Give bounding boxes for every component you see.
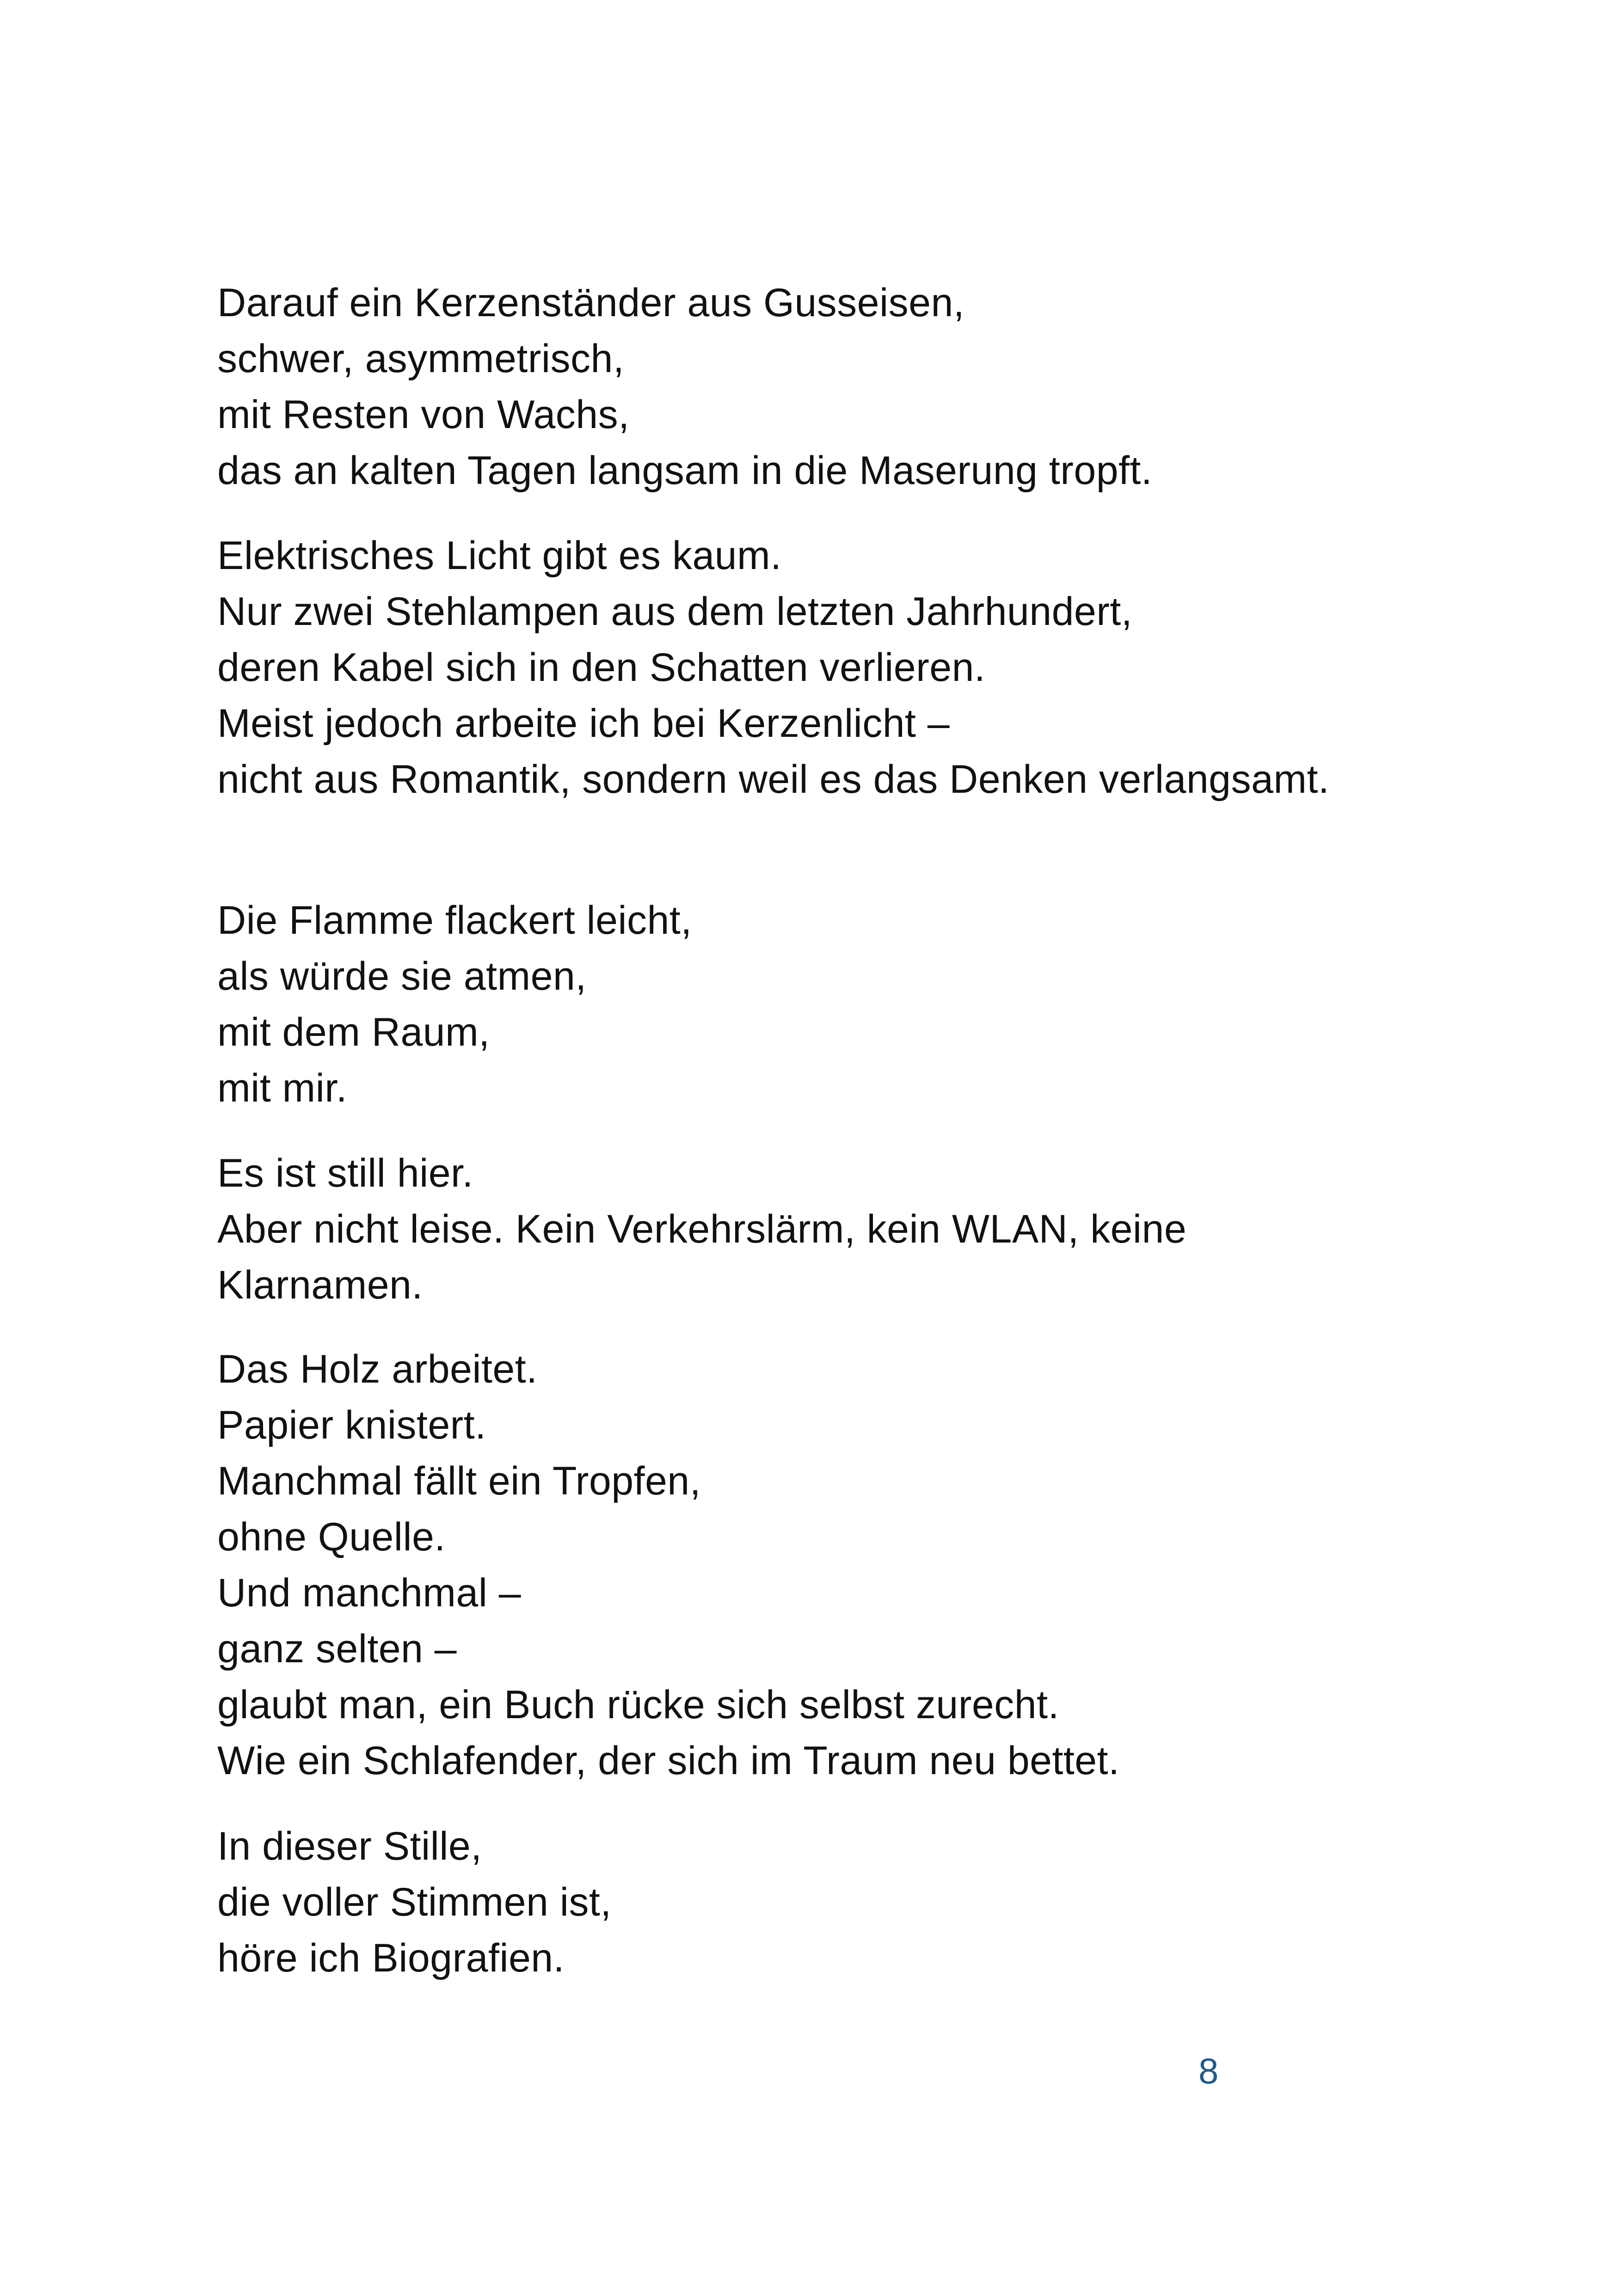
stanza bbox=[217, 1341, 1119, 1789]
text-line: mit mir. bbox=[217, 1066, 348, 1110]
stanza bbox=[217, 1818, 612, 1986]
page-number: 8 bbox=[1198, 2051, 1219, 2091]
text-line: Die Flamme flackert leicht, bbox=[217, 898, 692, 943]
text-line: Das Holz arbeitet. bbox=[217, 1347, 538, 1391]
text-line: Nur zwei Stehlampen aus dem letzten Jahrhundert, bbox=[217, 589, 1133, 634]
stanza bbox=[217, 528, 1329, 808]
text-line: ganz selten – bbox=[217, 1627, 457, 1671]
text-line: als würde sie atmen, bbox=[217, 954, 587, 998]
text-line: deren Kabel sich in den Schatten verlieren. bbox=[217, 645, 986, 690]
text-line: höre ich Biografien. bbox=[217, 1936, 565, 1980]
text-line: schwer, asymmetrisch, bbox=[217, 337, 625, 381]
text-line: mit dem Raum, bbox=[217, 1010, 490, 1054]
text-line: das an kalten Tagen langsam in die Maserung tropft. bbox=[217, 448, 1153, 493]
text-line: Papier knistert. bbox=[217, 1403, 486, 1447]
text-line: Es ist still hier. bbox=[217, 1151, 473, 1195]
text-line: Und manchmal – bbox=[217, 1571, 522, 1615]
text-line: Manchmal fällt ein Tropfen, bbox=[217, 1459, 701, 1503]
text-line: Darauf ein Kerzenständer aus Gusseisen, bbox=[217, 281, 965, 325]
text-line: Wie ein Schlafender, der sich im Traum neu bettet. bbox=[217, 1739, 1120, 1783]
text-line: ohne Quelle. bbox=[217, 1515, 446, 1559]
text-line: In dieser Stille, bbox=[217, 1824, 482, 1868]
stanza bbox=[217, 275, 1152, 499]
text-line: die voller Stimmen ist, bbox=[217, 1880, 612, 1924]
text-line: Klarnamen. bbox=[217, 1263, 423, 1307]
stanza bbox=[217, 1145, 1186, 1313]
text-line: glaubt man, ein Buch rücke sich selbst zurecht. bbox=[217, 1683, 1059, 1727]
text-line: Elektrisches Licht gibt es kaum. bbox=[217, 533, 782, 578]
text-line: nicht aus Romantik, sondern weil es das Denken verlangsamt. bbox=[217, 757, 1330, 802]
text-line: mit Resten von Wachs, bbox=[217, 392, 630, 437]
stanza bbox=[217, 893, 692, 1116]
text-line: Meist jedoch arbeite ich bei Kerzenlicht – bbox=[217, 701, 950, 746]
text-line: Aber nicht leise. Kein Verkehrslärm, kein WLAN, keine bbox=[217, 1207, 1187, 1251]
